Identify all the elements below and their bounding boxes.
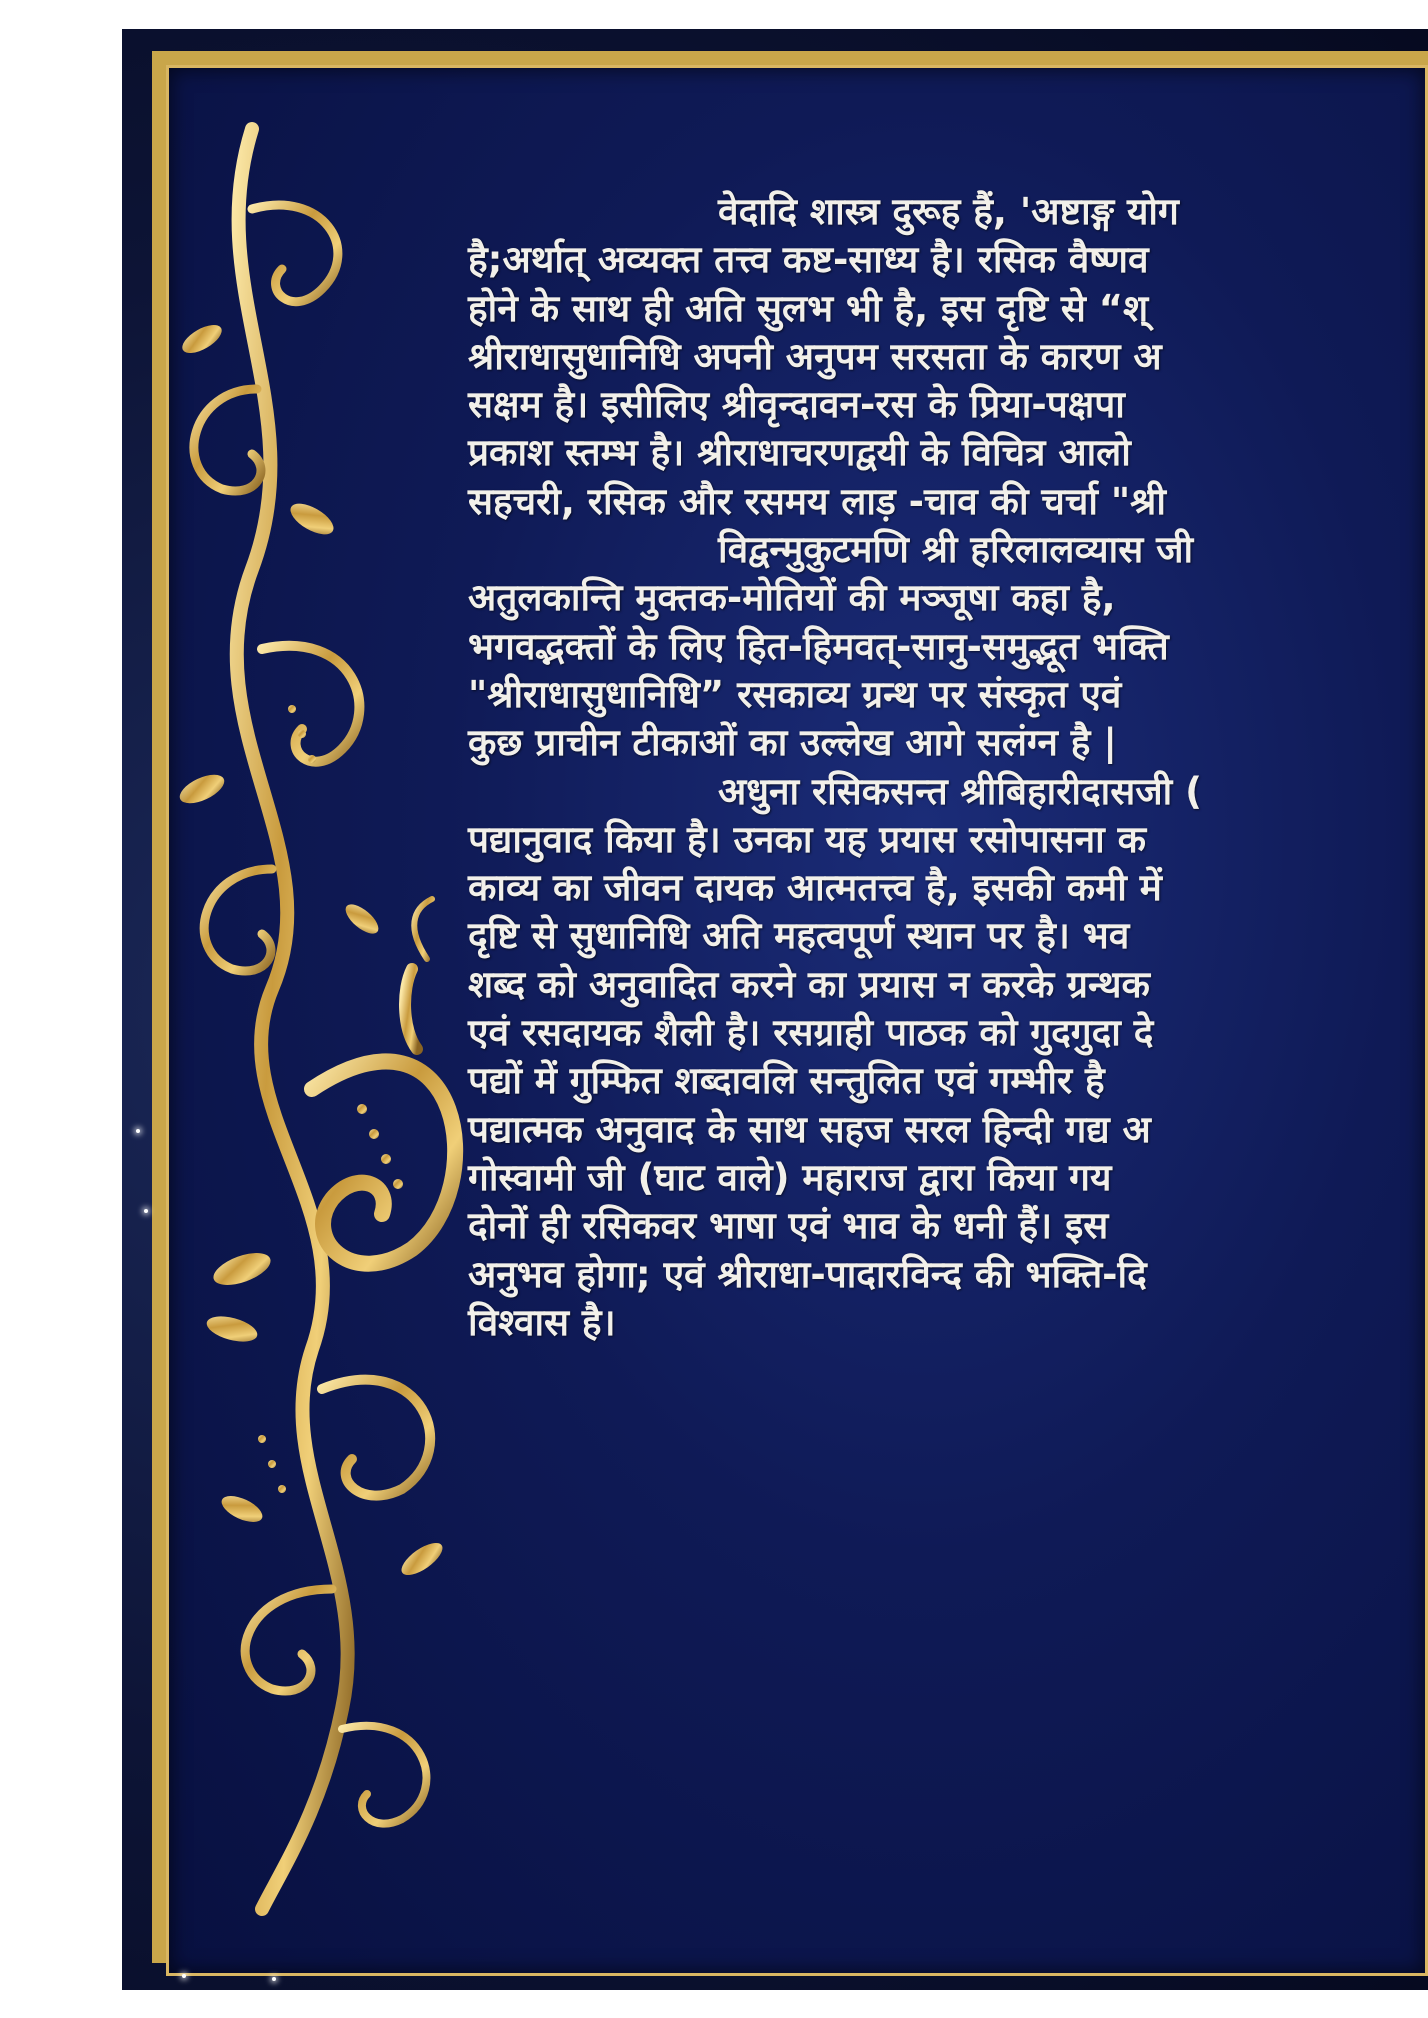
text-line: सक्षम है। इसीलिए श्रीवृन्दावन-रस के प्रिया-पक्षपा	[468, 383, 1125, 427]
text-line: है;अर्थात् अव्यक्त तत्त्व कष्ट-साध्य है। रसिक वैष्णव	[468, 238, 1149, 282]
text-line: कुछ प्राचीन टीकाओं का उल्लेख आगे सलंग्न है |	[468, 721, 1117, 765]
gold-filigree-ornament-icon	[162, 89, 492, 1919]
text-line: होने के साथ ही अति सुलभ भी है, इस दृष्टि से “श्	[468, 286, 1149, 330]
text-line: शब्द को अनुवादित करने का प्रयास न करके ग्रन्थक	[468, 962, 1150, 1006]
text-line: गोस्वामी जी (घाट वाले) महाराज द्वारा किया गय	[468, 1155, 1112, 1199]
text-line: पद्यानुवाद किया है। उनका यह प्रयास रसोपासना क	[468, 817, 1147, 861]
text-line: भगवद्भक्तों के लिए हित-हिमवत्-सानु-समुद्भूत भक्ति	[468, 624, 1169, 668]
text-line: श्रीराधासुधानिधि अपनी अनुपम सरसता के कारण अ	[468, 334, 1162, 378]
text-line: दृष्टि से सुधानिधि अति महत्वपूर्ण स्थान पर है। भव	[468, 914, 1130, 958]
text-line: अधुना रसिकसन्त श्रीबिहारीदासजी (	[718, 769, 1203, 813]
sparkle-icon	[272, 1977, 276, 1981]
text-line: प्रकाश स्तम्भ है। श्रीराधाचरणद्वयी के विचित्र आलो	[468, 431, 1131, 475]
text-line: "श्रीराधासुधानिधि” रसकाव्य ग्रन्थ पर संस्कृत एवं	[468, 672, 1122, 716]
text-line: पद्यात्मक अनुवाद के साथ सहज सरल हिन्दी गद्य अ	[468, 1107, 1151, 1151]
text-line: सहचरी, रसिक और रसमय लाड़ -चाव की चर्चा "श्री	[468, 479, 1166, 523]
text-line: काव्य का जीवन दायक आत्मतत्त्व है, इसकी कमी में	[468, 866, 1162, 910]
text-line: वेदादि शास्त्र दुरूह हैं, 'अष्टाङ्ग योग	[718, 190, 1179, 233]
text-line: पद्यों में गुम्फित शब्दावलि सन्तुलित एवं गम्भीर है	[468, 1059, 1105, 1103]
text-line: एवं रसदायक शैली है। रसग्राही पाठक को गुदगुदा दे	[468, 1011, 1154, 1055]
text-line: विद्वन्मुकुटमणि श्री हरिलालव्यास जी	[718, 528, 1194, 572]
text-line: अतुलकान्ति मुक्तक-मोतियों की मञ्जूषा कहा है,	[468, 576, 1116, 620]
body-text	[468, 188, 1428, 1347]
sparkle-icon	[144, 1209, 148, 1213]
sparkle-icon	[136, 1129, 140, 1133]
sparkle-icon	[182, 1974, 186, 1978]
text-line: अनुभव होगा; एवं श्रीराधा-पादारविन्द की भक्ति-दि	[468, 1252, 1147, 1296]
text-line: दोनों ही रसिकवर भाषा एवं भाव के धनी हैं। इस	[468, 1204, 1109, 1248]
text-line: विश्वास है।	[468, 1300, 616, 1344]
